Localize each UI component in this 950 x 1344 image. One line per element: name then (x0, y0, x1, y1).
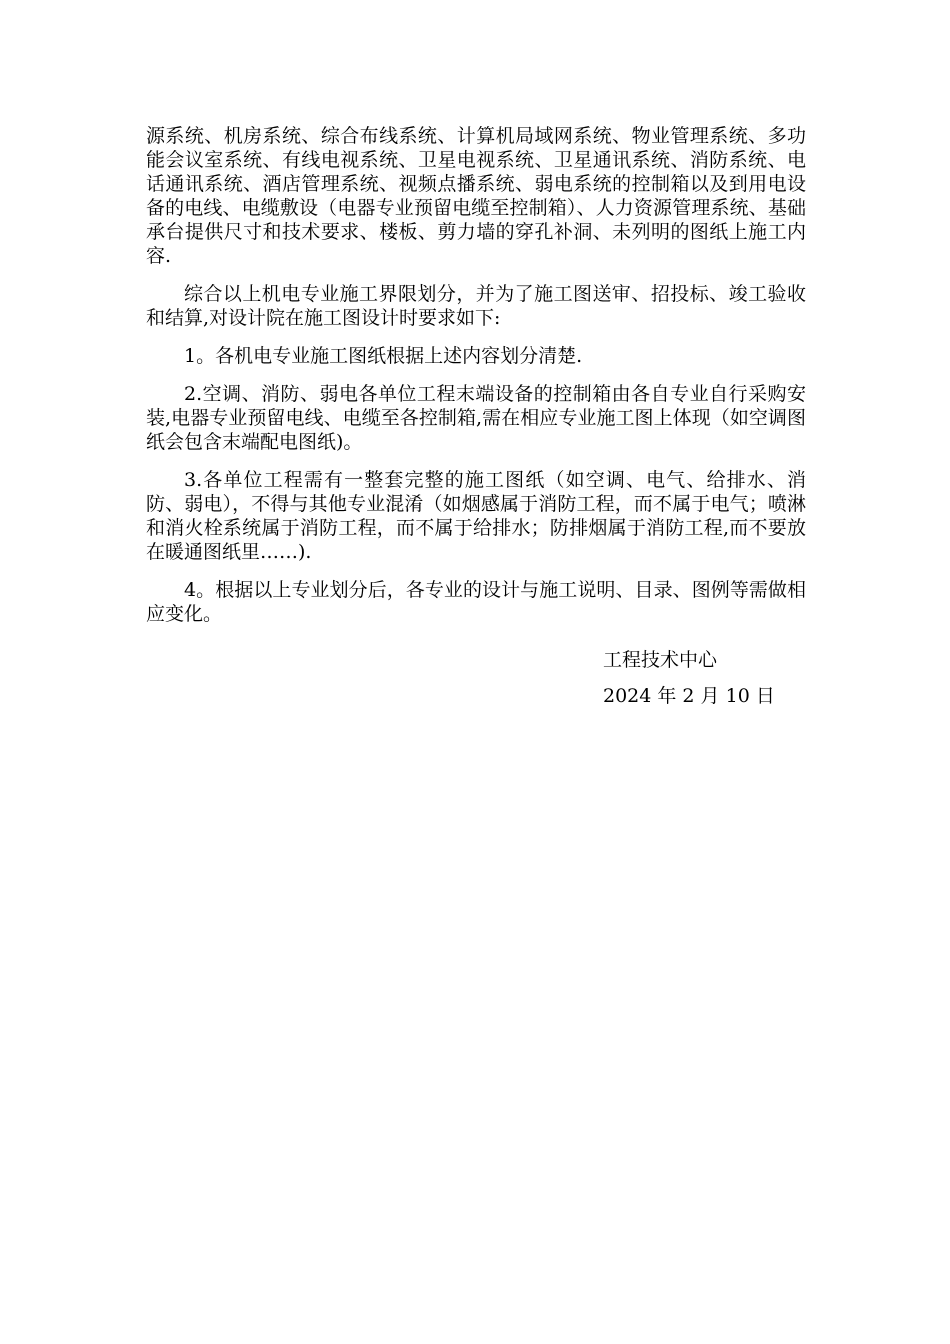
paragraph-systems-list: 源系统、机房系统、综合布线系统、计算机局域网系统、物业管理系统、多功能会议室系统、有线电视系统、卫星电视系统、卫星通讯系统、消防系统、电话通讯系统、酒店管理系统、视频点播系统、弱电系统的控制箱以及到用电设备的电线、电缆敷设（电器专业预留电缆至控制箱）、人力资源管理系统、基础承台提供尺寸和技术要求、楼板、剪力墙的穿孔补洞、未列明的图纸上施工内容. (146, 125, 806, 267)
paragraph-requirement-2: 2.空调、消防、弱电各单位工程末端设备的控制箱由各自专业自行采购安装,电器专业预留电线、电缆至各控制箱,需在相应专业施工图上体现（如空调图纸会包含末端配电图纸)。 (146, 383, 806, 453)
signature-organization: 工程技术中心 (603, 649, 718, 671)
paragraph-requirements-intro: 综合以上机电专业施工界限划分，并为了施工图送审、招投标、竣工验收和结算,对设计院在施工图设计时要求如下: (146, 283, 806, 329)
paragraph-requirement-3: 3.各单位工程需有一整套完整的施工图纸（如空调、电气、给排水、消防、弱电），不得与其他专业混淆（如烟感属于消防工程，而不属于电气；喷淋和消火栓系统属于消防工程，而不属于给排水；防排烟属于消防工程,而不要放在暖通图纸里……). (146, 469, 806, 563)
paragraph-requirement-1: 1。各机电专业施工图纸根据上述内容划分清楚. (184, 345, 583, 367)
signature-date: 2024 年 2 月 10 日 (603, 685, 775, 707)
paragraph-requirement-4: 4。根据以上专业划分后，各专业的设计与施工说明、目录、图例等需做相应变化。 (146, 579, 806, 625)
document-body (146, 124, 806, 640)
